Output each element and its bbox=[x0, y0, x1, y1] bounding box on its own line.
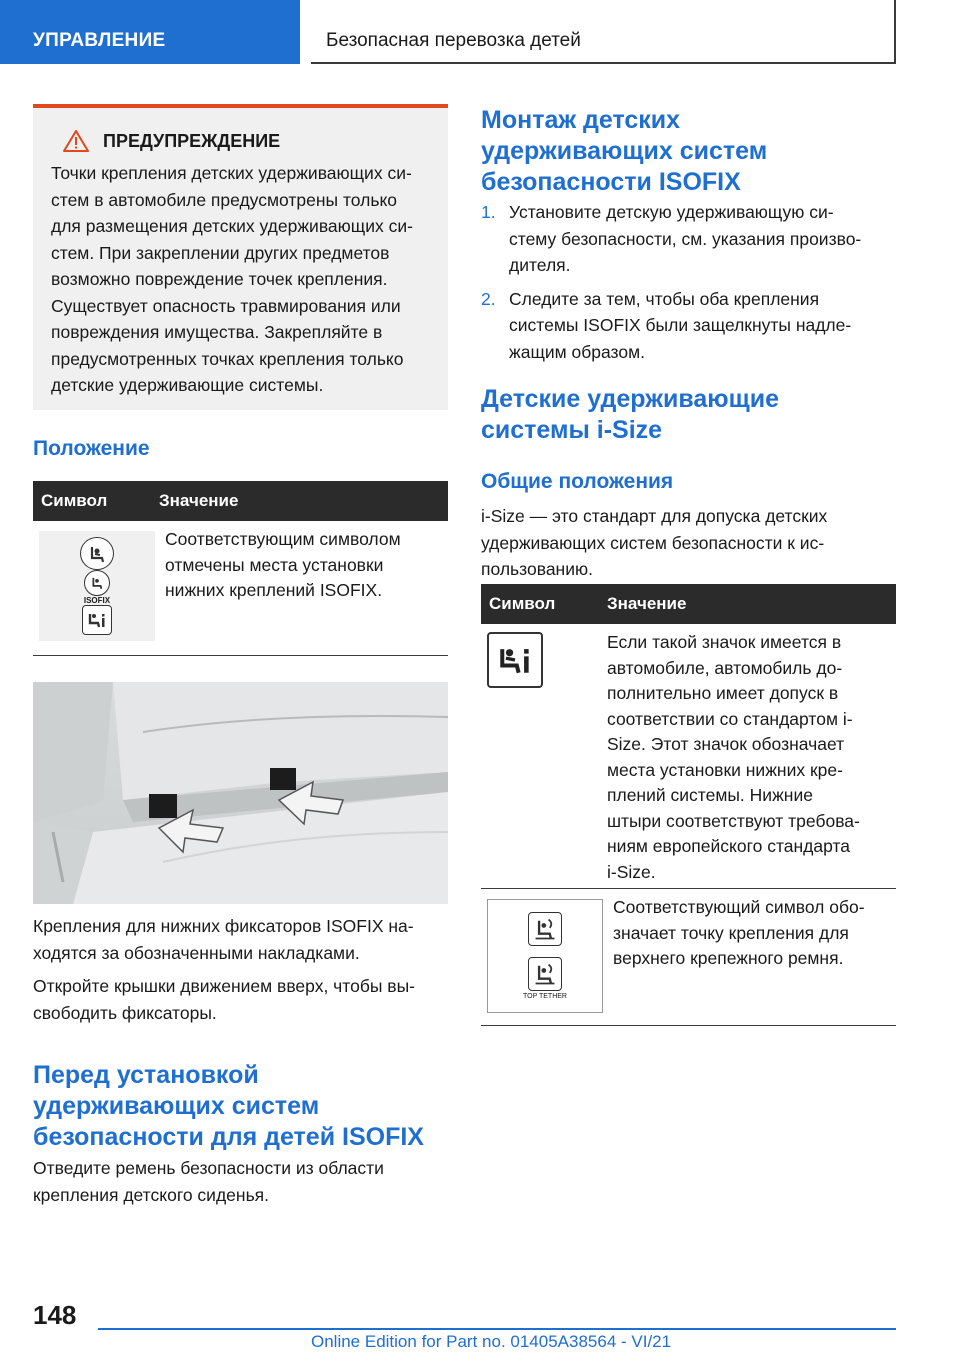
meaning-line: соответствии со стандартом i- bbox=[607, 708, 853, 729]
child-seat-circle-icon bbox=[80, 537, 114, 570]
meaning-line: Size. Этот значок обозначает bbox=[607, 734, 845, 754]
meaning-line: штыри соответствуют требова- bbox=[607, 810, 860, 831]
section-tab[interactable] bbox=[0, 0, 300, 64]
col-meaning: Значение bbox=[159, 491, 239, 510]
warning-line: повреждения имущества. Закрепляйте в bbox=[51, 322, 383, 342]
mount-heading bbox=[481, 105, 896, 198]
heading-line: безопасности ISOFIX bbox=[481, 168, 741, 196]
col-symbol: Символ bbox=[489, 594, 556, 613]
text-line: Отведите ремень безопасности из области bbox=[33, 1158, 384, 1178]
before-install-text bbox=[33, 1155, 448, 1208]
footer-divider bbox=[98, 1328, 896, 1330]
meaning-line: верхнего крепежного ремня. bbox=[613, 948, 844, 968]
top-tether-label: TOP TETHER bbox=[523, 993, 567, 1001]
tether-symbols bbox=[487, 899, 603, 1013]
step-number: 2. bbox=[481, 288, 496, 309]
mount-steps bbox=[481, 199, 896, 365]
meaning-line: значает точку крепления для bbox=[613, 922, 849, 943]
heading-line: Перед установкой bbox=[33, 1061, 259, 1089]
text-line: i-Size — это стандарт для допуска детских bbox=[481, 506, 828, 526]
table-row bbox=[481, 624, 896, 889]
meaning-line: отмечены места установки bbox=[165, 554, 384, 575]
isofix-anchor-photo bbox=[33, 682, 448, 904]
section-title: УПРАВЛЕНИЕ bbox=[33, 30, 166, 51]
open-line: свободить фиксаторы. bbox=[33, 1002, 217, 1023]
isofix-label: ISOFIX bbox=[83, 596, 111, 606]
text-line: удерживающих систем безопасности к ис- bbox=[481, 532, 825, 553]
table-row bbox=[481, 889, 896, 1026]
tether-meaning bbox=[609, 889, 896, 1025]
isize-symbol-cell bbox=[481, 624, 603, 888]
step-line: Следите за тем, чтобы оба крепления bbox=[509, 288, 820, 309]
warning-line: стем. При закреплении других предметов bbox=[51, 242, 390, 263]
step-line: Установите детскую удерживающую си- bbox=[509, 202, 834, 222]
col-symbol: Символ bbox=[41, 491, 108, 510]
table-header bbox=[33, 481, 448, 521]
top-tether-icon bbox=[528, 957, 562, 991]
step-number: 1. bbox=[481, 202, 496, 222]
isofix-seat-icon bbox=[84, 570, 110, 596]
meaning-line: i-Size. bbox=[607, 861, 656, 882]
general-heading: Общие положения bbox=[481, 470, 674, 493]
col-meaning: Значение bbox=[607, 594, 687, 613]
list-item bbox=[481, 286, 896, 366]
edition-text: Online Edition for Part no. 01405A38564 - VI/21 bbox=[311, 1332, 672, 1351]
warning-line: для размещения детских удерживающих си- bbox=[51, 216, 413, 236]
anchor-caption bbox=[33, 913, 448, 1026]
text-line: крепления детского сиденья. bbox=[33, 1184, 270, 1205]
warning-title-row bbox=[63, 130, 434, 152]
table-row bbox=[33, 521, 448, 656]
step-line: дителя. bbox=[509, 255, 571, 275]
caption-line: Крепления для нижних фиксаторов ISOFIX на- bbox=[33, 916, 414, 936]
heading-line: Детские удерживающие bbox=[481, 385, 779, 413]
tether-seat-icon bbox=[528, 912, 562, 946]
meaning-line: Соответствующий символ обо- bbox=[613, 897, 865, 917]
chapter-header bbox=[311, 0, 896, 64]
warning-line: детские удерживающие системы. bbox=[51, 375, 324, 395]
meaning-line: нижних креплений ISOFIX. bbox=[165, 580, 383, 600]
tether-symbol-group bbox=[523, 957, 567, 1000]
heading-line: удерживающих систем bbox=[33, 1092, 320, 1120]
warning-line: Точки крепления детских удерживающих си- bbox=[51, 163, 412, 183]
step-line: системы ISOFIX были защелкнуты надле- bbox=[509, 315, 852, 335]
warning-title: ПРЕДУПРЕЖДЕНИЕ bbox=[103, 130, 281, 151]
isofix-symbols bbox=[39, 531, 155, 641]
isofix-meaning bbox=[161, 521, 448, 655]
table-header bbox=[481, 584, 896, 624]
warning-line: стем в автомобиле предусмотрены только bbox=[51, 189, 398, 210]
heading-line: системы i-Size bbox=[481, 416, 663, 444]
warning-box bbox=[33, 104, 448, 410]
before-install-heading bbox=[33, 1060, 448, 1153]
general-text bbox=[481, 503, 896, 583]
meaning-line: автомобиле, автомобиль до- bbox=[607, 657, 843, 678]
isofix-symbol-group bbox=[84, 570, 110, 605]
warning-text bbox=[51, 160, 434, 399]
warning-line: предусмотренных точках крепления только bbox=[51, 348, 404, 369]
chapter-title: Безопасная перевозка детей bbox=[326, 30, 581, 51]
meaning-line: Если такой значок имеется в bbox=[607, 632, 842, 652]
isize-table bbox=[481, 584, 896, 1026]
step-line: жащим образом. bbox=[509, 341, 645, 362]
isize-seat-icon bbox=[82, 605, 112, 635]
heading-line: удерживающих систем bbox=[481, 137, 768, 165]
caption-line: ходятся за обозначенными накладками. bbox=[33, 942, 360, 963]
step-line: стему безопасности, см. указания произво- bbox=[509, 228, 862, 249]
meaning-line: полнительно имеет допуск в bbox=[607, 683, 839, 703]
warning-line: возможно повреждение точек крепления. bbox=[51, 269, 388, 289]
isize-heading bbox=[481, 384, 896, 446]
meaning-line: ниям европейского стандарта bbox=[607, 836, 851, 856]
isize-seat-icon bbox=[487, 632, 543, 688]
page-number: 148 bbox=[33, 1300, 77, 1330]
warning-triangle-icon bbox=[63, 130, 89, 152]
isize-meaning bbox=[603, 624, 896, 888]
meaning-line: плений системы. Нижние bbox=[607, 785, 813, 805]
heading-line: Монтаж детских bbox=[481, 106, 681, 134]
meaning-line: места установки нижних кре- bbox=[607, 759, 843, 780]
text-line: пользованию. bbox=[481, 559, 593, 579]
list-item bbox=[481, 199, 896, 279]
position-heading: Положение bbox=[33, 437, 150, 460]
isofix-table bbox=[33, 481, 448, 656]
meaning-line: Соответствующим символом bbox=[165, 529, 401, 549]
warning-line: Существует опасность травмирования или bbox=[51, 295, 401, 316]
heading-line: безопасности для детей ISOFIX bbox=[33, 1123, 424, 1151]
open-line: Откройте крышки движением вверх, чтобы вы- bbox=[33, 976, 416, 996]
